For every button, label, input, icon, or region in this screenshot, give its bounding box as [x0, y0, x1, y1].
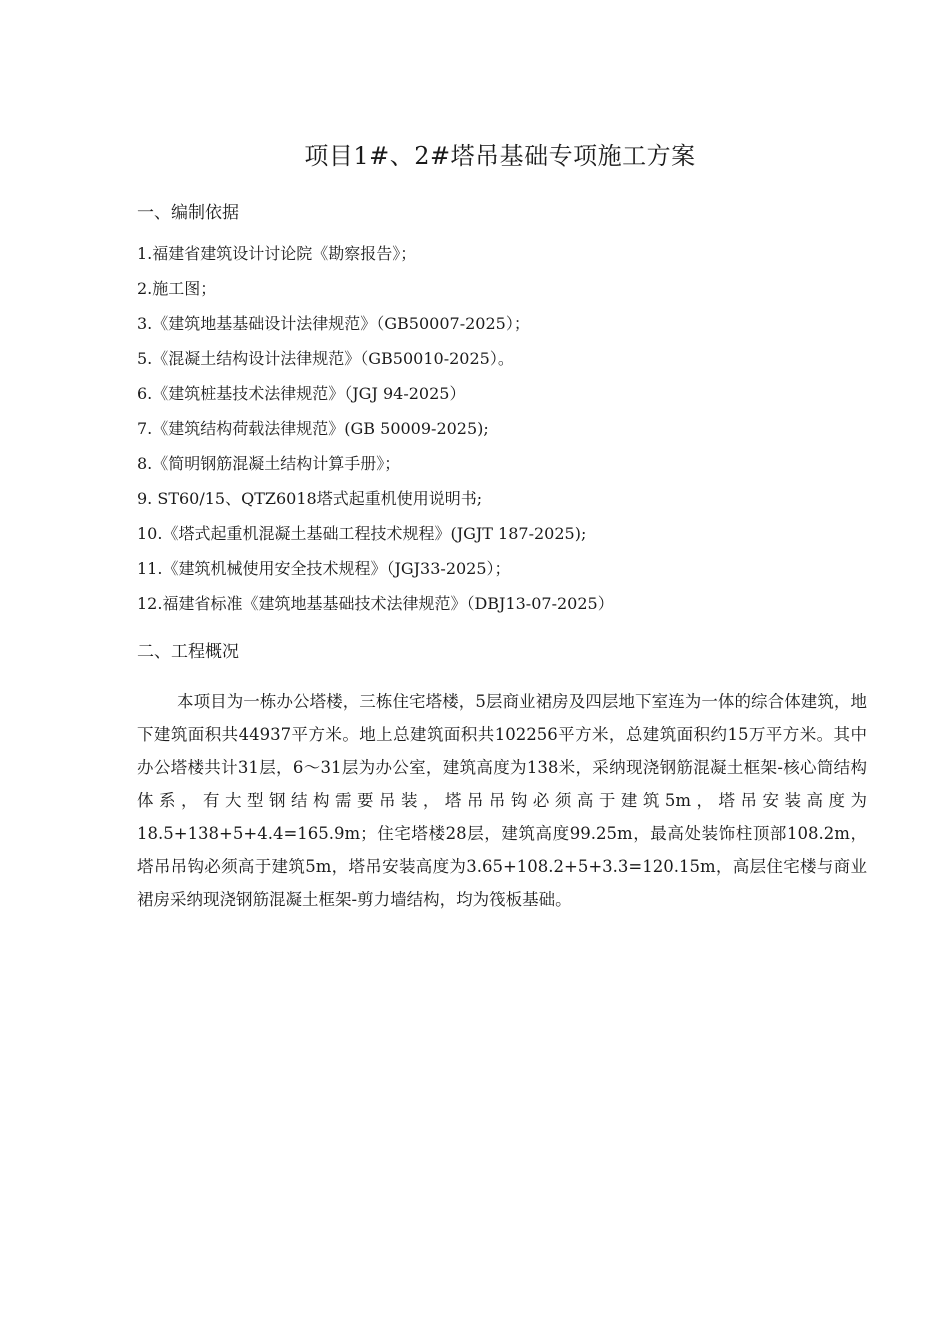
section-heading-basis: 一、编制依据 [137, 203, 239, 223]
reference-item: 3.《建筑地基基础设计法律规范》（GB50007-2025）； [137, 314, 530, 333]
reference-item: 8.《简明钢筋混凝土结构计算手册》； [137, 454, 401, 473]
reference-item: 6.《建筑桩基技术法律规范》（JGJ 94-2025） [137, 384, 466, 403]
reference-item: 7.《建筑结构荷载法律规范》(GB 50009-2025); [137, 419, 489, 438]
reference-item: 1.福建省建筑设计讨论院《勘察报告》； [137, 244, 417, 263]
reference-list [137, 242, 614, 627]
reference-item: 5.《混凝土结构设计法律规范》（GB50010-2025）。 [137, 349, 514, 368]
reference-item: 2.施工图； [137, 279, 217, 298]
reference-item: 11.《建筑机械使用安全技术规程》（JGJ33-2025）； [137, 559, 511, 578]
reference-item: 9. ST60/15、QTZ6018塔式起重机使用说明书; [137, 489, 483, 508]
document-title: 项目1#、2#塔吊基础专项施工方案 [304, 142, 696, 170]
overview-paragraph: 本项目为一栋办公塔楼，三栋住宅塔楼，5层商业裙房及四层地下室连为一体的综合体建筑，地下建筑面积共44937平方米。地上总建筑面积共102256平方米，总建筑面积约15万平方米。其中办公塔楼共计31层，6～31层为办公室，建筑高度为138米，采纳现浇钢筋混凝土框架-核心筒结构体系，有大型钢结构需要吊装，塔吊吊钩必须高于建筑5m，塔吊安装高度为18.5+138+5+4.4=165.9m；住宅塔楼28层，建筑高度99.25m，最高处装饰柱顶部108.2m，塔吊吊钩必须高于建筑5m，塔吊安装高度为3.65+108.2+5+3.3=120.15m，高层住宅楼与商业裙房采纳现浇钢筋混凝土框架-剪力墙结构，均为筏板基础。 [137, 692, 867, 909]
reference-item: 12.福建省标准《建筑地基基础技术法律规范》（DBJ13-07-2025） [137, 594, 614, 613]
reference-item: 10.《塔式起重机混凝土基础工程技术规程》(JGJT 187-2025); [137, 524, 587, 543]
section-heading-overview: 二、工程概况 [137, 642, 239, 662]
